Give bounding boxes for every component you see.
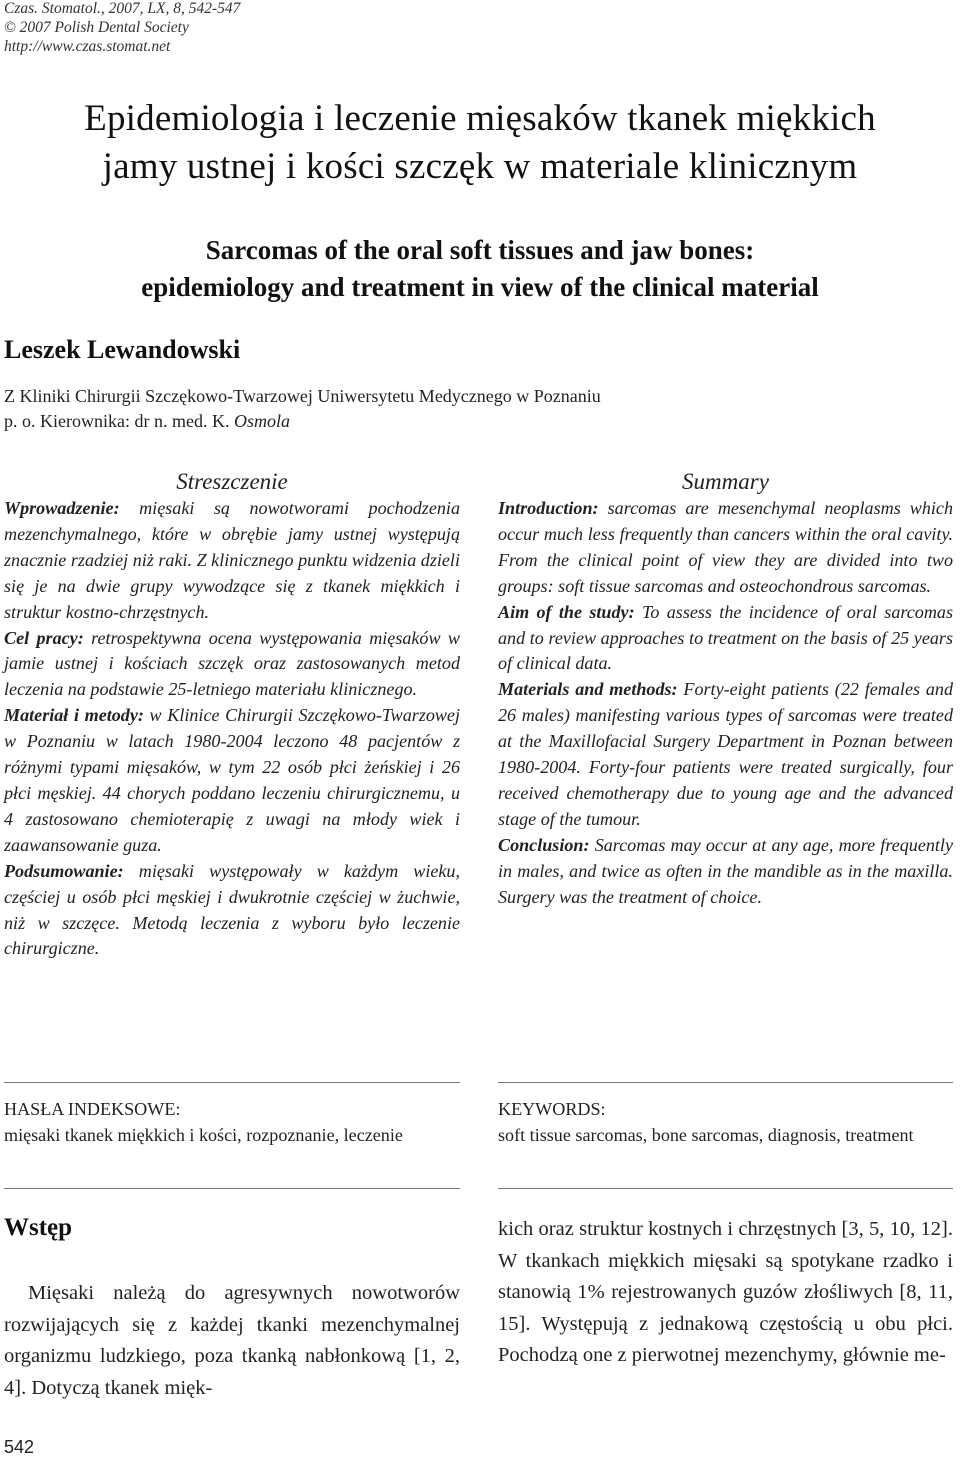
keywords-polish-text: mięsaki tkanek miękkich i kości, rozpoznanie, leczenie bbox=[4, 1124, 403, 1145]
page-number: 542 bbox=[4, 1437, 35, 1457]
abstract-polish-methods-text: w Klinice Chirurgii Szczękowo-Twarzowej w Poznaniu w latach 1980-2004 leczono 48 pacjentów z różnymi typami mięsaków, w tym 22 osób płci żeńskiej i 26 płci męskiej. 44 chorych poddano leczeniu chirurgicznemu, u 4 zastosowano chemioterapię z uwagi na młody wiek i zaawansowanie guza. bbox=[4, 705, 460, 855]
title-english-line2: epidemiology and treatment in view of the clinical material bbox=[141, 272, 819, 302]
abstract-polish-aim-label: Cel pracy: bbox=[4, 627, 84, 648]
abstract-polish-heading: Streszczenie bbox=[176, 469, 288, 494]
abstract-english bbox=[498, 469, 953, 911]
wstep-text-right: kich oraz struktur kostnych i chrzęstnych [3, 5, 10, 12]. W tkankach miękkich mięsaki są spotykane rzadko i stanowią 1% rejestrowanych guzów złośliwych [8, 11, 15]. Występują z jednakową częstością u obu płci. Pochodzą one z pierwotnej mezenchymy, głównie me- bbox=[498, 1218, 953, 1367]
affiliation bbox=[4, 384, 601, 434]
journal-copyright: © 2007 Polish Dental Society bbox=[4, 19, 189, 36]
abstract-english-methods-text: Forty-eight patients (22 females and 26 males) manifesting various types of sarcomas were treated at the Maxillofacial Surgery Department in Poznan between 1980-2004. Forty-four patients were treated surgically, four received chemotherapy due to young age and the advanced stage of the tumour. bbox=[498, 679, 953, 829]
title-polish-line1: Epidemiologia i leczenie mięsaków tkanek miękkich bbox=[84, 98, 876, 139]
keywords-english-text: soft tissue sarcomas, bone sarcomas, diagnosis, treatment bbox=[498, 1124, 914, 1145]
keywords-polish bbox=[4, 1097, 460, 1148]
title-polish bbox=[0, 95, 960, 191]
abstract-polish-aim bbox=[4, 626, 460, 704]
abstract-english-aim-label: Aim of the study: bbox=[498, 601, 635, 622]
affiliation-line1: Z Kliniki Chirurgii Szczękowo-Twarzowej Uniwersytetu Medycznego w Poznaniu bbox=[4, 386, 601, 406]
abstract-polish-methods bbox=[4, 703, 460, 858]
abstract-english-intro-text: sarcomas are mesenchymal neoplasms which occur much less frequently than cancers within the oral cavity. From the clinical point of view they are divided into two groups: soft tissue sarcomas and osteochondrous sarcomas. bbox=[498, 498, 953, 596]
abstract-english-aim bbox=[498, 600, 953, 678]
wstep-text-left: Mięsaki należą do agresywnych nowotworów rozwijających się z każdej tkanki mezenchymalnej organizmu ludzkiego, poza tkanką nabłonkową [1, 2, 4]. Dotyczą tkanek mięk- bbox=[4, 1282, 460, 1399]
abstract-polish-intro-text: mięsaki są nowotworami pochodzenia mezenchymalnego, które w obrębie jamy ustnej występują znacznie rzadziej niż raki. Z klinicznego punktu widzenia dzieli się je na dwie grupy wywodzące się z tkanek miękkich i struktur kostno-chrzęstnych. bbox=[4, 498, 460, 622]
abstract-polish-summary bbox=[4, 859, 460, 963]
abstract-polish bbox=[4, 469, 460, 962]
title-english bbox=[0, 232, 960, 306]
journal-url: http://www.czas.stomat.net bbox=[4, 38, 171, 55]
affiliation-head-name: Osmola bbox=[229, 411, 290, 431]
affiliation-line2 bbox=[4, 409, 601, 434]
divider-keywords-top-left bbox=[4, 1082, 460, 1083]
abstract-english-conclusion-label: Conclusion: bbox=[498, 834, 590, 855]
title-english-line1: Sarcomas of the oral soft tissues and jaw bones: bbox=[205, 235, 755, 265]
keywords-english-heading: KEYWORDS: bbox=[498, 1099, 606, 1119]
abstract-english-conclusion bbox=[498, 833, 953, 911]
journal-citation: Czas. Stomatol., 2007, LX, 8, 542-547 bbox=[4, 0, 241, 17]
abstract-polish-aim-text: retrospektywna ocena występowania mięsaków w jamie ustnej i kościach szczęk oraz zastosowanych metod leczenia na podstawie 25-letniego materiału klinicznego. bbox=[4, 627, 460, 700]
abstract-english-methods bbox=[498, 677, 953, 832]
abstract-english-heading: Summary bbox=[682, 469, 769, 494]
abstract-polish-summary-text: mięsaki występowały w każdym wieku, częściej u osób płci męskiej i dwukrotnie częściej w żuchwie, niż w szczęce. Metodą leczenia z wyboru było leczenie chirurgiczne. bbox=[4, 860, 460, 959]
abstract-polish-methods-label: Materiał i metody: bbox=[4, 705, 144, 726]
abstract-english-intro bbox=[498, 496, 953, 600]
journal-header bbox=[4, 0, 240, 56]
affiliation-head-label: p. o. Kierownika: dr n. med. K. bbox=[4, 411, 230, 431]
abstract-polish-summary-label: Podsumowanie: bbox=[4, 860, 124, 881]
divider-keywords-bottom-left bbox=[4, 1188, 460, 1189]
abstract-polish-intro bbox=[4, 496, 460, 626]
section-heading-wstep: Wstęp bbox=[4, 1214, 73, 1241]
abstract-english-methods-label: Materials and methods: bbox=[498, 679, 678, 700]
divider-keywords-bottom-right bbox=[498, 1188, 953, 1189]
abstract-english-intro-label: Introduction: bbox=[498, 498, 599, 518]
title-polish-line2: jamy ustnej i kości szczęk w materiale klinicznym bbox=[102, 146, 858, 187]
divider-keywords-top-right bbox=[498, 1082, 953, 1083]
abstract-english-conclusion-text: Sarcomas may occur at any age, more frequently in males, and twice as often in the mandible as in the maxilla. Surgery was the treatment of choice. bbox=[498, 834, 953, 907]
abstract-polish-intro-label: Wprowadzenie: bbox=[4, 498, 120, 518]
keywords-english bbox=[498, 1097, 953, 1148]
abstract-english-aim-text: To assess the incidence of oral sarcomas and to review approaches to treatment on the basis of 25 years of clinical data. bbox=[498, 601, 953, 674]
keywords-polish-heading: HASŁA INDEKSOWE: bbox=[4, 1099, 181, 1119]
author-name: Leszek Lewandowski bbox=[4, 335, 241, 364]
